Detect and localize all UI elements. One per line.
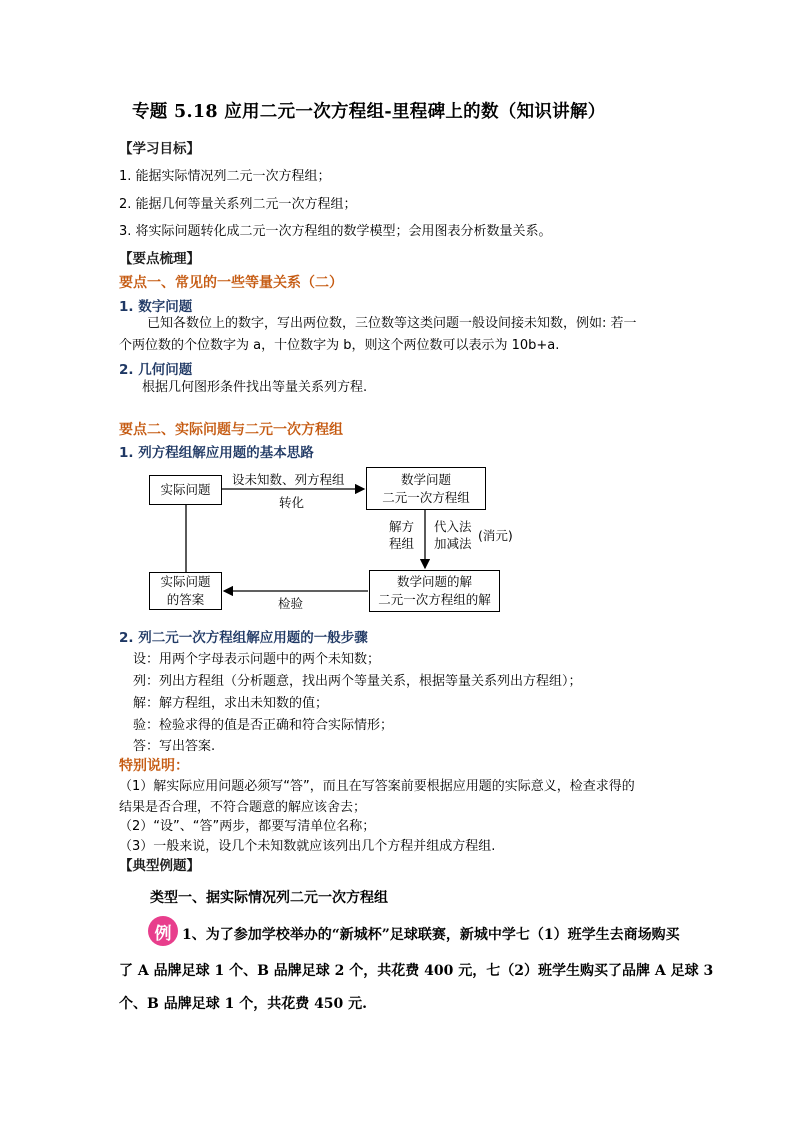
- example-line-1: 1、为了参加学校举办的“新城杯”足球联赛，新城中学七（1）班学生去商场购买: [182, 927, 680, 943]
- box-practical-label: 实际问题: [160, 482, 211, 497]
- special-item-2: （2）“设”、“答”两步，都要写清单位名称；: [119, 819, 376, 834]
- goal-item: 1. 能据实际情况列二元一次方程组；: [119, 169, 331, 184]
- example-line-2: 了 A 品牌足球 1 个、B 品牌足球 2 个，共花费 400 元，七（2）班学生购买了品牌 A 足球 3: [119, 963, 714, 979]
- step-item: 列：列出方程组（分析题意，找出两个等量关系，根据等量关系列出方程组）；: [133, 674, 582, 689]
- box-practical-answer: [149, 572, 222, 610]
- point2-sub2-title: 2. 列二元一次方程组解应用题的一般步骤: [119, 630, 368, 646]
- goal-item: 2. 能据几何等量关系列二元一次方程组；: [119, 197, 357, 212]
- special-heading: 特别说明：: [119, 758, 189, 774]
- special-item-3: （3）一般来说，设几个未知数就应该列出几个方程并组成方程组.: [119, 839, 496, 854]
- label-method-1: 代入法: [434, 519, 472, 534]
- points-heading: 【要点梳理】: [119, 251, 200, 267]
- box-solution-label-2: 二元一次方程组的解: [378, 592, 491, 607]
- box-answer-label-1: 实际问题: [160, 574, 211, 589]
- examples-heading: 【典型例题】: [119, 858, 200, 874]
- point1-sub2-text: 根据几何图形条件找出等量关系列方程.: [142, 380, 368, 395]
- example-line-3: 个、B 品牌足球 1 个，共花费 450 元.: [119, 996, 368, 1012]
- example-type-heading: 类型一、据实际情况列二元一次方程组: [150, 890, 388, 906]
- label-method-2: 加减法: [434, 536, 472, 551]
- point1-sub1-line2: 个两位数的个位数字为 a，十位数字为 b，则这个两位数可以表示为 10b+a.: [119, 338, 560, 353]
- goals-heading: 【学习目标】: [119, 141, 200, 157]
- box-solution-label-1: 数学问题的解: [396, 574, 472, 589]
- step-item: 设：用两个字母表示问题中的两个未知数；: [133, 652, 381, 667]
- box-math-solution: [369, 570, 500, 612]
- box-practical-problem: [149, 475, 222, 505]
- goal-item: 3. 将实际问题转化成二元一次方程组的数学模型；会用图表分析数量关系。: [119, 224, 552, 239]
- special-item-1-line2: 结果是否合理，不符合题意的解应该舍去；: [119, 800, 367, 815]
- box-math-label-1: 数学问题: [400, 471, 451, 487]
- step-item: 验：检验求得的值是否正确和符合实际情形；: [133, 718, 394, 733]
- label-solve-2: 程组: [389, 536, 415, 551]
- point2-heading: 要点二、实际问题与二元一次方程组: [119, 422, 343, 438]
- point2-sub1-title: 1. 列方程组解应用题的基本思路: [119, 445, 314, 461]
- step-item: 解：解方程组，求出未知数的值；: [133, 696, 329, 711]
- point1-sub1-title: 1. 数字问题: [119, 299, 193, 315]
- label-formulate: 设未知数、列方程组: [232, 472, 345, 487]
- label-check: 检验: [278, 596, 304, 611]
- box-answer-label-2: 的答案: [166, 592, 205, 607]
- example-badge: 例: [148, 916, 178, 946]
- special-item-1-line1: （1）解实际应用问题必须写“答”，而且在写答案前要根据应用题的实际意义，检查求得的: [119, 779, 635, 794]
- point1-heading: 要点一、常见的一些等量关系（二）: [119, 275, 343, 291]
- label-convert: 转化: [279, 495, 305, 510]
- box-math-problem: [366, 467, 486, 510]
- label-solve-1: 解方: [389, 519, 415, 534]
- page-title: 专题 5.18 应用二元一次方程组-里程碑上的数（知识讲解）: [132, 102, 606, 122]
- point1-sub1-line1: 已知各数位上的数字，写出两位数，三位数等这类问题一般设间接未知数，例如: 若一: [147, 316, 637, 331]
- label-elimination: (消元): [478, 528, 513, 543]
- box-math-label-2: 二元一次方程组: [382, 489, 470, 505]
- step-item: 答：写出答案.: [133, 739, 216, 754]
- point1-sub2-title: 2. 几何问题: [119, 362, 193, 378]
